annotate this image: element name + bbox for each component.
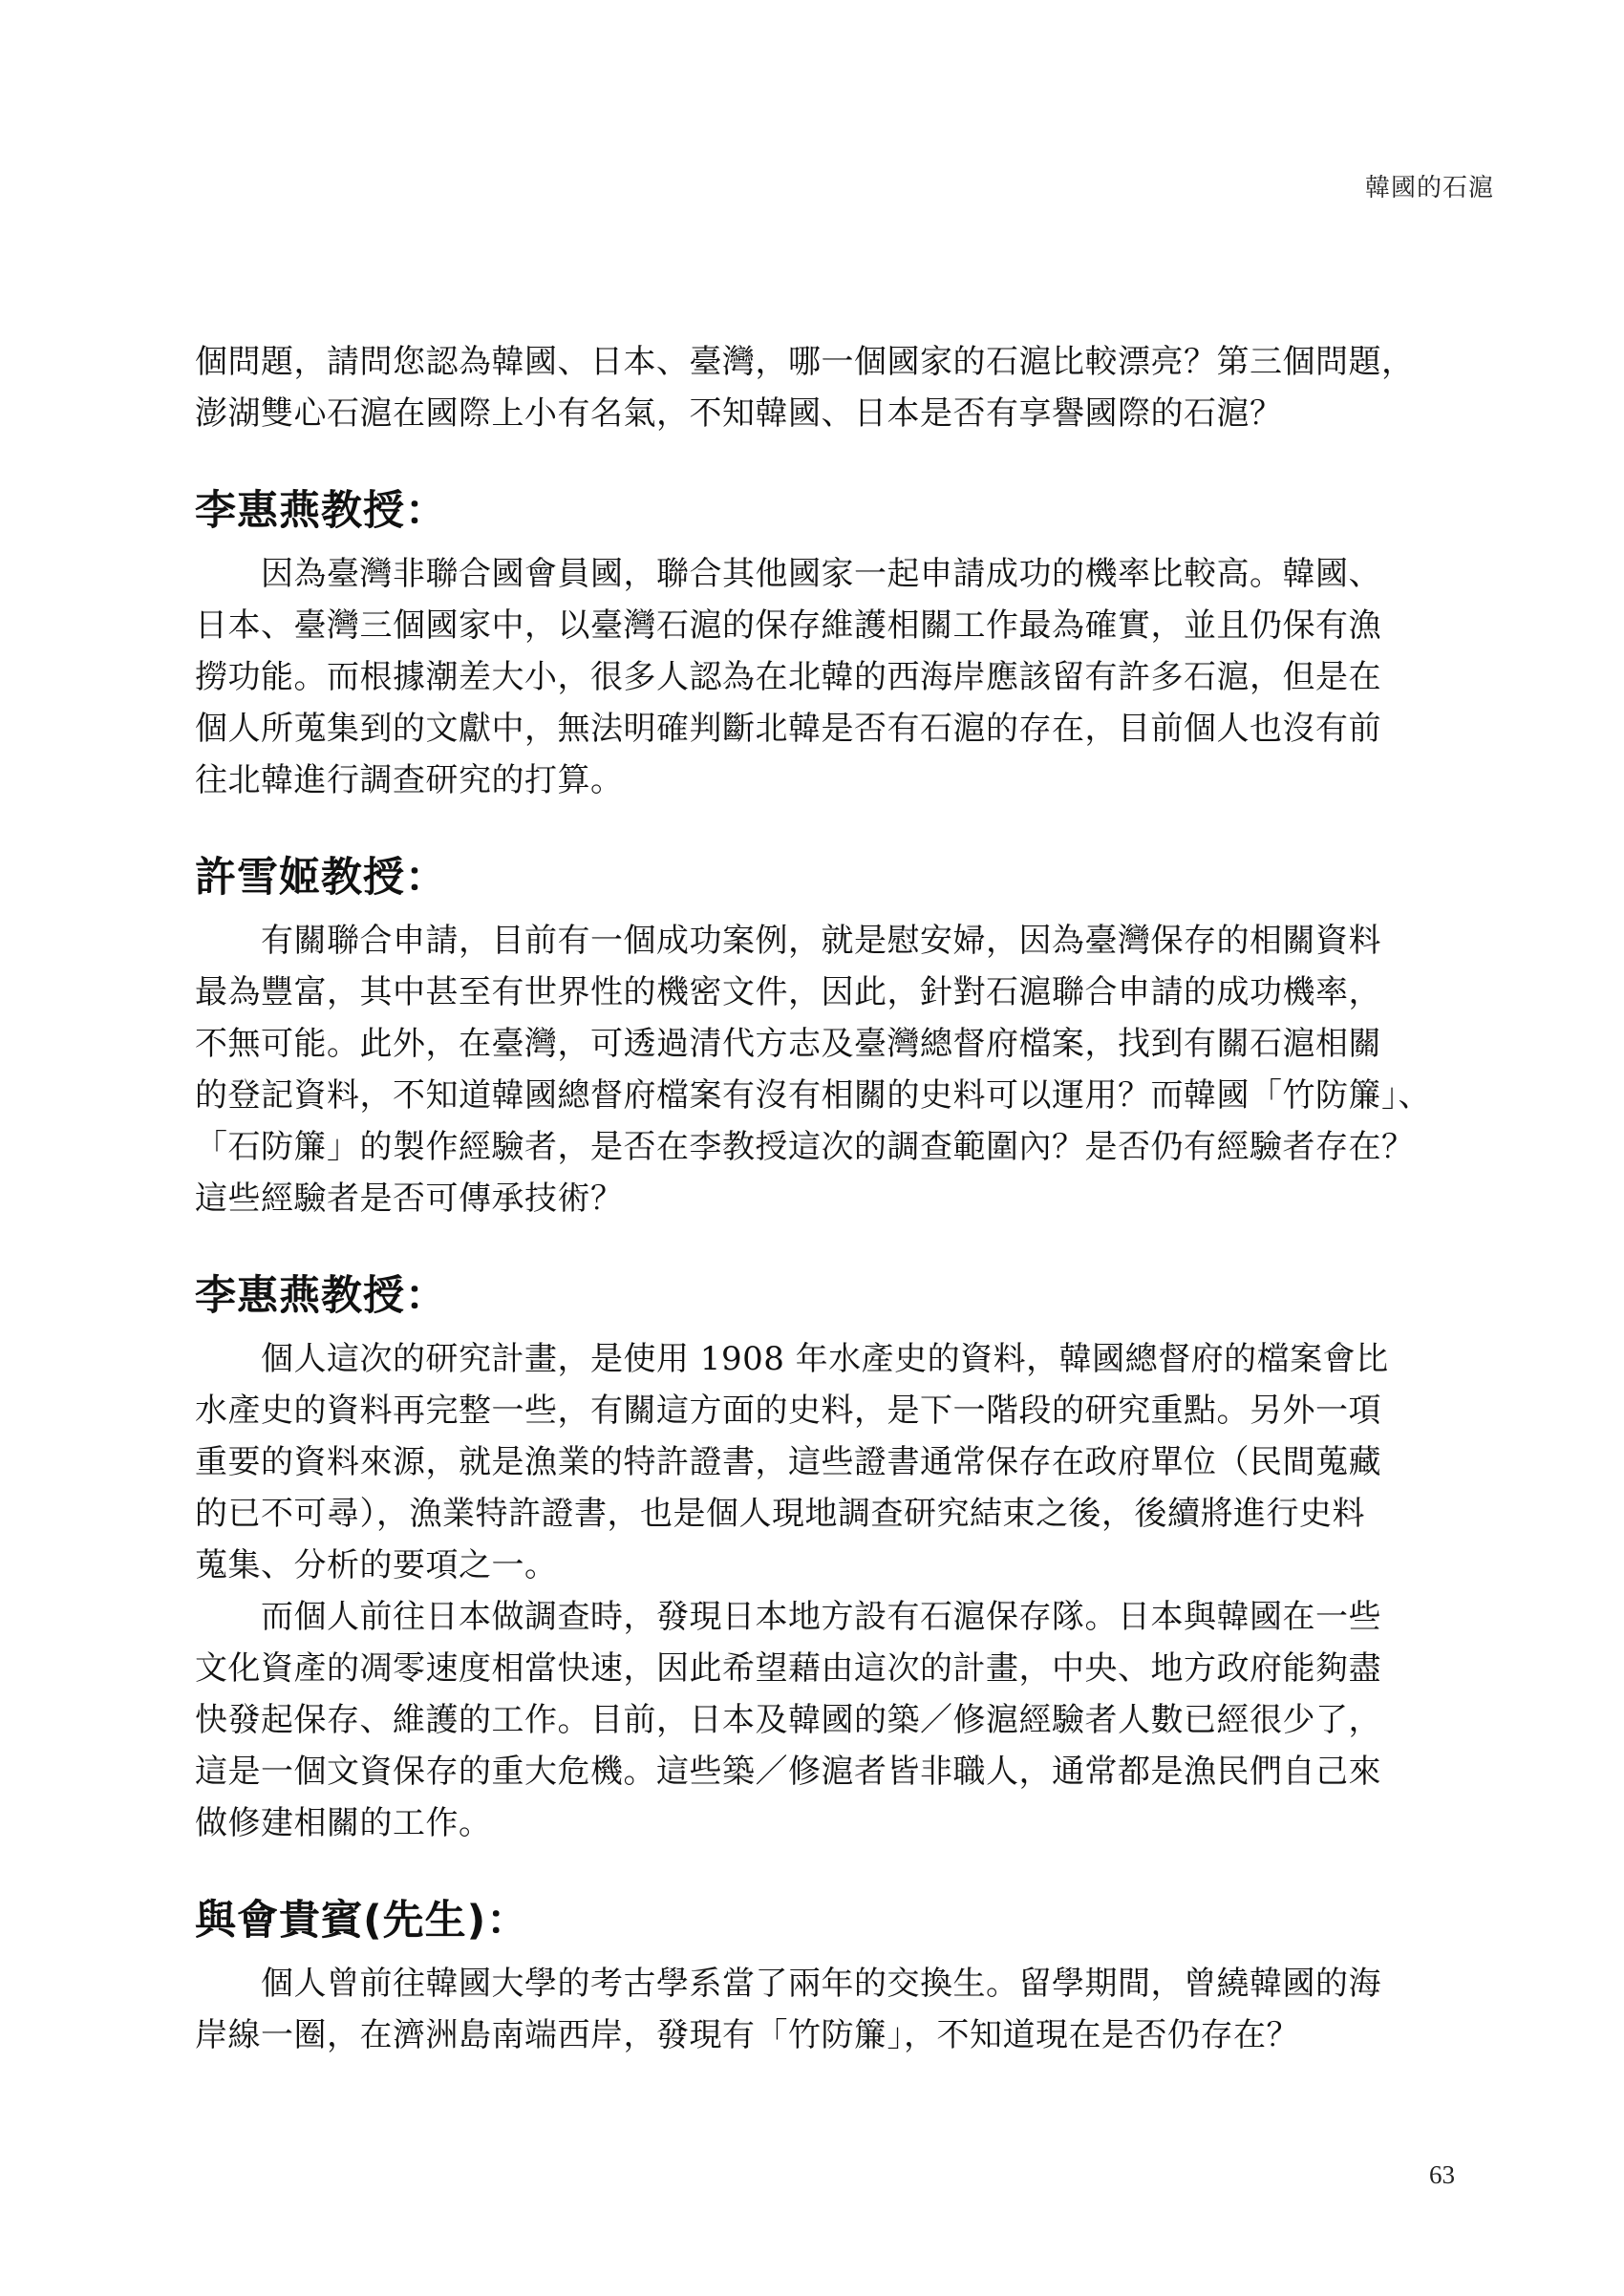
text-line: 往北韓進行調查研究的打算。 — [195, 761, 624, 799]
text-line: 做修建相關的工作。 — [195, 1804, 492, 1842]
text-line: 而個人前往日本做調查時，發現日本地方設有石滬保存隊。日本與韓國在一些 — [195, 1598, 1381, 1636]
text-line: 蒐集、分析的要項之一。 — [195, 1546, 558, 1584]
running-header: 韓國的石滬 — [1364, 174, 1494, 202]
speaker-section — [195, 1891, 1456, 2061]
speaker-heading: 李惠燕教授： — [195, 487, 447, 535]
speaker-heading: 李惠燕教授： — [195, 1272, 447, 1320]
text-line: 澎湖雙心石滬在國際上小有名氣，不知韓國、日本是否有享譽國際的石滬？ — [195, 394, 1283, 433]
text-line: 不無可能。此外，在臺灣，可透過清代方志及臺灣總督府檔案，找到有關石滬相關 — [195, 1025, 1381, 1063]
paragraph — [195, 1333, 1456, 1591]
page-body — [195, 336, 1456, 2061]
paragraph — [195, 915, 1456, 1224]
text-line: 重要的資料來源，就是漁業的特許證書，這些證書通常保存在政府單位（民間蒐藏 — [195, 1443, 1381, 1481]
page-number: 63 — [1429, 2160, 1455, 2189]
speaker-section — [195, 481, 1456, 806]
text-line: 的已不可尋），漁業特許證書，也是個人現地調查研究結束之後，後續將進行史料 — [195, 1495, 1365, 1533]
speaker-section — [195, 1266, 1456, 1849]
text-line: 因為臺灣非聯合國會員國，聯合其他國家一起申請成功的機率比較高。韓國、 — [195, 555, 1381, 593]
text-line: 水產史的資料再完整一些，有關這方面的史料，是下一階段的研究重點。另外一項 — [195, 1392, 1381, 1430]
text-line: 個人曾前往韓國大學的考古學系當了兩年的交換生。留學期間，曾繞韓國的海 — [195, 1965, 1381, 2003]
text-line: 「石防簾」的製作經驗者，是否在李教授這次的調查範圍內？是否仍有經驗者存在？ — [195, 1128, 1415, 1166]
text-line: 最為豐富，其中甚至有世界性的機密文件，因此，針對石滬聯合申請的成功機率， — [195, 973, 1381, 1011]
text-line: 岸線一圈，在濟洲島南端西岸，發現有「竹防簾」，不知道現在是否仍存在？ — [195, 2016, 1299, 2054]
text-line: 這是一個文資保存的重大危機。這些築／修滬者皆非職人，通常都是漁民們自己來 — [195, 1753, 1381, 1791]
text-line: 的登記資料，不知道韓國總督府檔案有沒有相關的史料可以運用？而韓國「竹防簾」、 — [195, 1076, 1431, 1115]
paragraph — [195, 548, 1456, 806]
text-line: 這些經驗者是否可傳承技術？ — [195, 1180, 624, 1218]
text-line: 個人這次的研究計畫，是使用 1908 年水產史的資料，韓國總督府的檔案會比 — [195, 1340, 1389, 1378]
speaker-heading: 許雪姬教授： — [195, 854, 447, 902]
text-line: 快發起保存、維護的工作。目前，日本及韓國的築／修滬經驗者人數已經很少了， — [195, 1701, 1381, 1739]
speaker-heading: 與會貴賓(先生)： — [195, 1897, 529, 1945]
text-line: 有關聯合申請，目前有一個成功案例，就是慰安婦，因為臺灣保存的相關資料 — [195, 922, 1381, 960]
text-line: 個人所蒐集到的文獻中，無法明確判斷北韓是否有石滬的存在，目前個人也沒有前 — [195, 710, 1381, 748]
speaker-section — [195, 848, 1456, 1224]
text-line: 個問題，請問您認為韓國、日本、臺灣，哪一個國家的石滬比較漂亮？第三個問題， — [195, 343, 1415, 381]
text-line: 文化資產的凋零速度相當快速，因此希望藉由這次的計畫，中央、地方政府能夠盡 — [195, 1649, 1381, 1688]
text-line: 撈功能。而根據潮差大小，很多人認為在北韓的西海岸應該留有許多石滬，但是在 — [195, 658, 1381, 696]
intro-paragraph — [195, 336, 1456, 439]
text-line: 日本、臺灣三個國家中，以臺灣石滬的保存維護相關工作最為確實，並且仍保有漁 — [195, 606, 1381, 645]
paragraph — [195, 1591, 1456, 1849]
paragraph — [195, 1958, 1456, 2061]
